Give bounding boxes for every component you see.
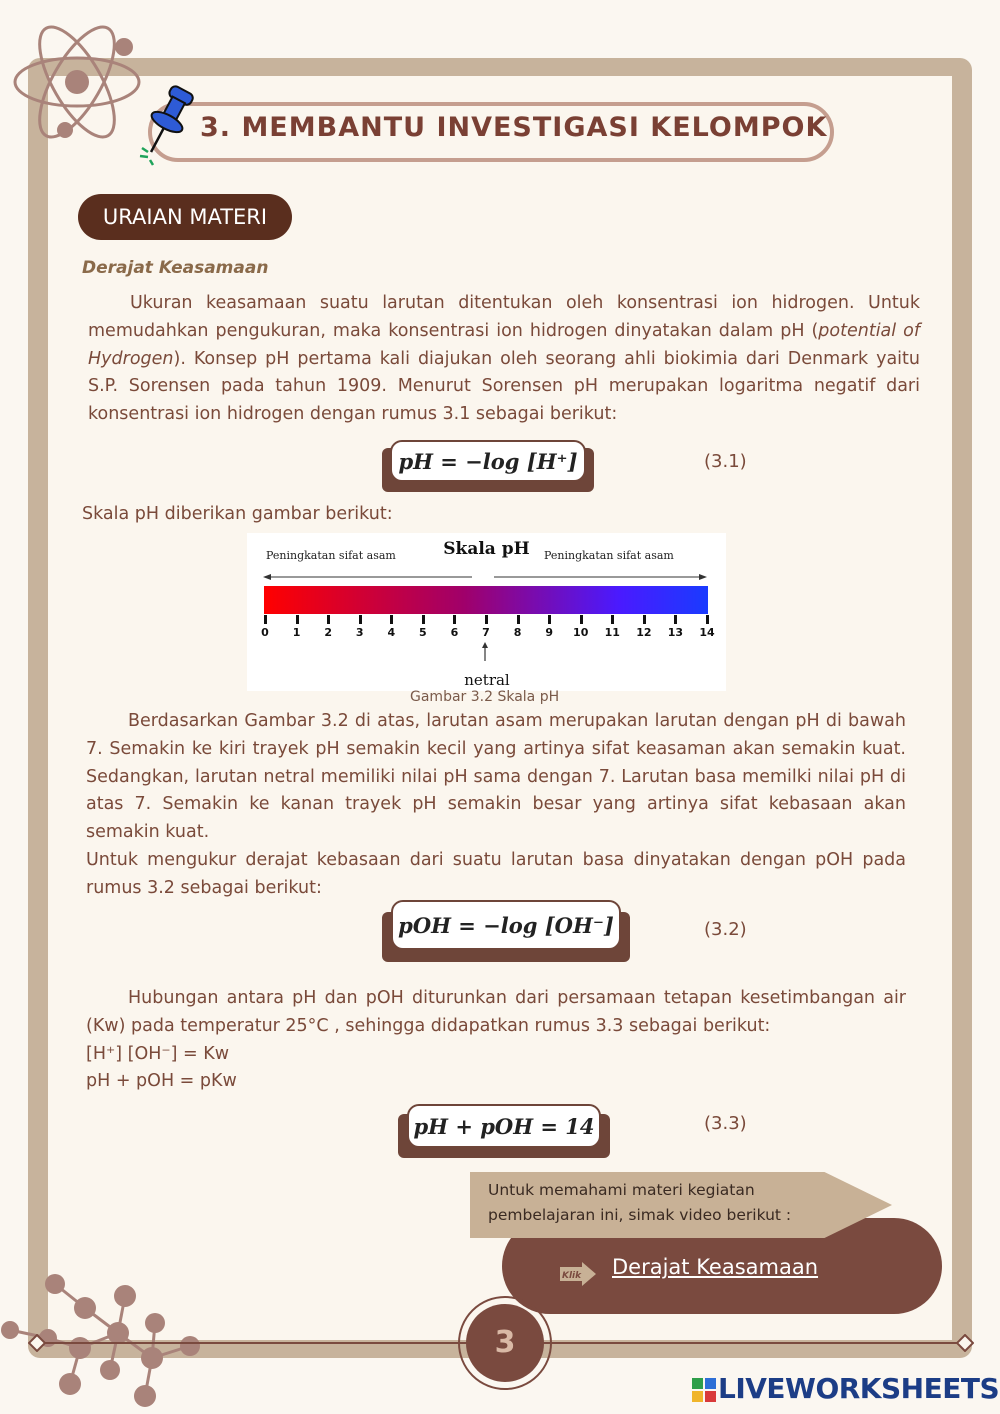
divider-diamond-left-icon bbox=[28, 1334, 46, 1352]
ph-tick-label: 10 bbox=[573, 626, 589, 639]
ph-ticks bbox=[247, 533, 726, 653]
para1-italic: potential of Hydrogen bbox=[88, 320, 920, 369]
brand-wordmark[interactable]: LIVEWORKSHEETS bbox=[718, 1372, 1000, 1405]
ph-tick-label: 4 bbox=[387, 626, 396, 639]
callout-text: Untuk memahami materi kegiatan pembelajaran ini, simak video berikut : bbox=[488, 1181, 792, 1224]
ph-tick-label: 13 bbox=[667, 626, 684, 639]
figure-caption: Gambar 3.2 Skala pH bbox=[410, 689, 560, 705]
ph-scale-title: Skala pH bbox=[443, 539, 530, 559]
formula-2-text: pOH = −log [OH⁻] bbox=[391, 900, 621, 950]
para2-b: Untuk mengukur derajat kebasaan dari suatu larutan basa dinyatakan dengan pOH pada rumus 3.2 sebagai berikut: bbox=[86, 849, 906, 898]
ph-tick-label: 0 bbox=[261, 626, 269, 639]
page-number: 3 bbox=[466, 1304, 544, 1382]
ph-tick-mark bbox=[327, 615, 330, 624]
video-link[interactable]: Derajat Keasamaan bbox=[612, 1255, 819, 1279]
ph-tick-mark bbox=[517, 615, 520, 624]
para3-line2: pH + pOH = pKw bbox=[86, 1071, 237, 1092]
formula-1-number: (3.1) bbox=[704, 451, 747, 472]
liveworksheets-logo-icon bbox=[692, 1378, 716, 1402]
section-badge: URAIAN MATERI bbox=[78, 194, 292, 240]
scale-intro: Skala pH diberikan gambar berikut: bbox=[82, 504, 393, 524]
ph-scale-figure bbox=[247, 533, 726, 691]
ph-tick-label: 5 bbox=[419, 626, 427, 639]
ph-tick-label: 2 bbox=[324, 626, 332, 639]
para3-a bbox=[86, 985, 906, 1041]
ph-tick-label: 7 bbox=[482, 626, 490, 639]
subheading: Derajat Keasamaan bbox=[82, 258, 269, 278]
formula-1-text: pH = −log [H⁺] bbox=[390, 440, 586, 482]
para3-a-text: Hubungan antara pH dan pOH diturunkan dari persamaan tetapan kesetimbangan air (Kw) pada temperatur 25°C , sehingga didapatkan rumus 3.3 sebagai berikut: bbox=[86, 988, 906, 1036]
klik-arrow-icon[interactable] bbox=[560, 1262, 596, 1286]
ph-tick-mark bbox=[422, 615, 425, 624]
ph-left-label: Peningkatan sifat asam bbox=[266, 549, 396, 562]
ph-tick-mark bbox=[580, 615, 583, 624]
page-title: 3. MEMBANTU INVESTIGASI KELOMPOK bbox=[200, 112, 828, 143]
ph-tick-label: 12 bbox=[636, 626, 652, 639]
paragraph-relation bbox=[86, 985, 906, 1096]
ph-tick-mark bbox=[296, 615, 299, 624]
ph-tick-label: 6 bbox=[450, 626, 459, 639]
paragraph-intro bbox=[88, 290, 920, 429]
ph-tick-mark bbox=[453, 615, 456, 624]
ph-tick-mark bbox=[611, 615, 614, 624]
ph-tick-mark bbox=[706, 615, 709, 624]
para1-pre: Ukuran keasamaan suatu larutan ditentukan oleh konsentrasi ion hidrogen. Untuk memudahkan pengukuran, maka konsentrasi ion hidrogen dinyatakan dalam pH ( bbox=[88, 293, 920, 341]
klik-label: Klik bbox=[562, 1271, 582, 1281]
ph-tick-mark bbox=[390, 615, 393, 624]
para2-a-text: Berdasarkan Gambar 3.2 di atas, larutan asam merupakan larutan dengan pH di bawah 7. Semakin ke kiri trayek pH semakin kecil yang artinya sifat keasaman akan semakin kuat. Sedangkan, larutan netral memiliki nilai pH sama dengan 7. Larutan basa memilki nilai pH di atas 7. Semakin ke kanan trayek pH semakin besar yang artinya sifat kebasaan akan semakin kuat. bbox=[86, 711, 906, 843]
para1-post: ). Konsep pH pertama kali diajukan oleh seorang ahli biokimia dari Denmark yaitu S.P. Sorensen pada tahun 1909. Menurut Sorensen pH merupakan logaritma negatif dari konsentrasi ion hidrogen dengan rumus 3.1 sebagai berikut: bbox=[88, 348, 920, 425]
ph-tick-mark bbox=[485, 615, 488, 624]
ph-neutral-label: netral bbox=[464, 671, 510, 689]
ph-tick-label: 1 bbox=[292, 626, 301, 639]
formula-1 bbox=[382, 440, 594, 492]
pushpin-icon bbox=[136, 82, 198, 168]
formula-2 bbox=[382, 900, 630, 962]
ph-right-label: Peningkatan sifat asam bbox=[544, 549, 674, 562]
ph-tick-label: 9 bbox=[545, 626, 553, 639]
para3-line1: [H⁺] [OH⁻] = Kw bbox=[86, 1043, 230, 1064]
neutral-arrow-icon bbox=[477, 641, 507, 663]
formula-2-number: (3.2) bbox=[704, 919, 747, 940]
ph-tick-mark bbox=[674, 615, 677, 624]
ph-tick-mark bbox=[548, 615, 551, 624]
formula-3 bbox=[398, 1104, 610, 1158]
formula-3-number: (3.3) bbox=[704, 1113, 747, 1134]
ph-tick-mark bbox=[359, 615, 362, 624]
ph-tick-mark bbox=[264, 615, 267, 624]
divider-diamond-right-icon bbox=[956, 1334, 974, 1352]
ph-tick-label: 14 bbox=[699, 626, 715, 639]
para2-a bbox=[86, 708, 906, 847]
atom-icon bbox=[10, 20, 150, 150]
ph-tick-label: 11 bbox=[604, 626, 620, 639]
ph-tick-mark bbox=[643, 615, 646, 624]
ph-tick-label: 3 bbox=[355, 626, 364, 639]
formula-3-text: pH + pOH = 14 bbox=[407, 1104, 601, 1148]
ph-tick-label: 8 bbox=[513, 626, 522, 639]
paragraph-explanation bbox=[86, 708, 906, 903]
